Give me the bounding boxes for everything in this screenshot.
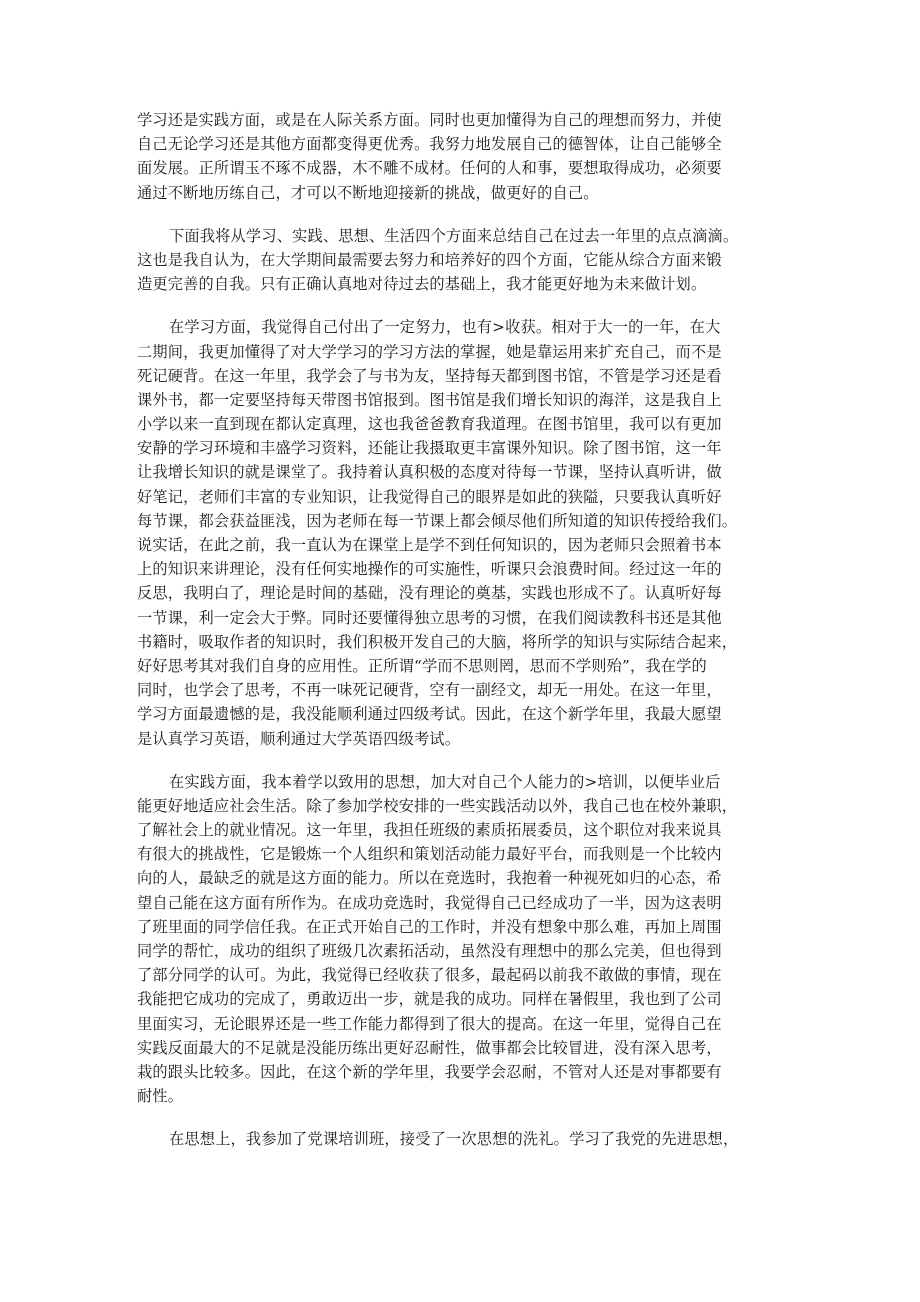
text-line: 了解社会上的就业情况。这一年里，我担任班级的素质拓展委员，这个职位对我来说具 — [137, 821, 722, 840]
text-line: 实践反面最大的不足就是没能历练出更好忍耐性，做事都会比较冒进，没有深入思考， — [137, 1038, 722, 1057]
text-line: 安静的学习环境和丰盛学习资料，还能让我摄取更丰富课外知识。除了图书馆，这一年 — [137, 439, 722, 458]
text-line: 学习方面最遗憾的是，我没能顺利通过四级考试。因此，在这个新学年里，我最大愿望 — [137, 705, 722, 724]
text-line: 课外书，都一定要坚持每天带图书馆报到。图书馆是我们增长知识的海洋，这是我自上 — [137, 390, 722, 409]
text-line: 书籍时，吸取作者的知识时，我们积极开发自己的大脑，将所学的知识与实际结合起来， — [137, 632, 738, 651]
text-line: 这也是我自认为，在大学期间最需要去努力和培养好的四个方面，它能从综合方面来锻 — [137, 250, 722, 269]
text-line: 每节课，都会获益匪浅，因为老师在每一节课上都会倾尽他们所知道的知识传授给我们。 — [137, 511, 738, 530]
text-line: 耐性。 — [137, 1087, 184, 1106]
text-line: 向的人，最缺乏的就是这方面的能力。所以在竞选时，我抱着一种视死如归的心态，希 — [137, 869, 722, 888]
paragraph-4 — [137, 770, 787, 1109]
text-line: 自己无论学习还是其他方面都变得更优秀。我努力地发展自己的德智体，让自己能够全 — [137, 135, 722, 154]
text-line: 了部分同学的认可。为此，我觉得已经收获了很多，最起码以前我不敢做的事情，现在 — [137, 966, 722, 985]
text-line: 是认真学习英语，顺利通过大学英语四级考试。 — [137, 729, 461, 748]
text-line: 面发展。正所谓玉不琢不成器，木不雕不成材。任何的人和事，要想取得成功，必须要 — [137, 159, 722, 178]
text-line: 在实践方面，我本着学以致用的思想，加大对自己个人能力的>培训，以便毕业后 — [169, 772, 721, 791]
text-line: 二期间，我更加懂得了对大学学习的学习方法的掌握，她是靠运用来扩充自己，而不是 — [137, 342, 722, 361]
text-line: 好好思考其对我们自身的应用性。正所谓“学而不思则罔，思而不学则殆”，我在学的 — [137, 656, 707, 675]
text-line: 望自己能在这方面有所作为。在成功竞选时，我觉得自己已经成功了一半，因为这表明 — [137, 893, 722, 912]
text-line: 反思，我明白了，理论是时间的基础，没有理论的奠基，实践也形成不了。认真听好每 — [137, 584, 722, 603]
paragraph-5 — [137, 1127, 787, 1151]
text-line: 在思想上，我参加了党课培训班，接受了一次思想的洗礼。学习了我党的先进思想， — [169, 1130, 739, 1149]
text-line: 通过不断地历练自己，才可以不断地迎接新的挑战，做更好的自己。 — [137, 183, 599, 202]
text-line: 在学习方面，我觉得自己付出了一定努力，也有>收获。相对于大一的一年，在大 — [169, 318, 721, 337]
text-line: 下面我将从学习、实践、思想、生活四个方面来总结自己在过去一年里的点点滴滴。 — [169, 226, 739, 245]
text-line: 上的知识来讲理论，没有任何实地操作的可实施性，听课只会浪费时间。经过这一年的 — [137, 560, 722, 579]
text-line: 同学的帮忙，成功的组织了班级几次素拓活动，虽然没有理想中的那么完美，但也得到 — [137, 942, 722, 960]
document-page — [137, 108, 787, 1171]
text-line: 一节课，利一定会大于弊。同时还要懂得独立思考的习惯，在我们阅读教科书还是其他 — [137, 608, 722, 627]
text-line: 我能把它成功的完成了，勇敢迈出一步，就是我的成功。同样在暑假里，我也到了公司 — [137, 990, 722, 1009]
text-line: 造更完善的自我。只有正确认真地对待过去的基础上，我才能更好地为未来做计划。 — [137, 275, 707, 294]
text-line: 栽的跟头比较多。因此，在这个新的学年里，我要学会忍耐，不管对人还是对事都要有 — [137, 1062, 722, 1081]
text-line: 了班里面的同学信任我。在正式开始自己的工作时，并没有想象中那么难，再加上周围 — [137, 917, 722, 936]
paragraph-1 — [137, 108, 787, 205]
text-line: 好笔记，老师们丰富的专业知识，让我觉得自己的眼界是如此的狭隘，只要我认真听好 — [137, 487, 722, 506]
text-line: 能更好地适应社会生活。除了参加学校安排的一些实践活动以外，我自己也在校外兼职， — [137, 796, 738, 815]
text-line: 里面实习，无论眼界还是一些工作能力都得到了很大的提高。在这一年里，觉得自己在 — [137, 1014, 722, 1033]
text-line: 学习还是实践方面，或是在人际关系方面。同时也更加懂得为自己的理想而努力，并使 — [137, 111, 722, 129]
text-line: 让我增长知识的就是课堂了。我持着认真积极的态度对待每一节课，坚持认真听讲，做 — [137, 463, 722, 482]
text-line: 有很大的挑战性，它是锻炼一个人组织和策划活动能力最好平台，而我则是一个比较内 — [137, 845, 722, 864]
text-line: 小学以来一直到现在都认定真理，这也我爸爸教育我道理。在图书馆里，我可以有更加 — [137, 415, 722, 434]
text-line: 死记硬背。在这一年里，我学会了与书为友，坚持每天都到图书馆，不管是学习还是看 — [137, 366, 722, 385]
paragraph-2 — [137, 224, 787, 297]
paragraph-3 — [137, 315, 787, 750]
text-line: 同时，也学会了思考，不再一味死记硬背，空有一副经文，却无一用处。在这一年里， — [137, 681, 722, 700]
text-line: 说实话，在此之前，我一直认为在课堂上是学不到任何知识的，因为老师只会照着书本 — [137, 536, 722, 554]
